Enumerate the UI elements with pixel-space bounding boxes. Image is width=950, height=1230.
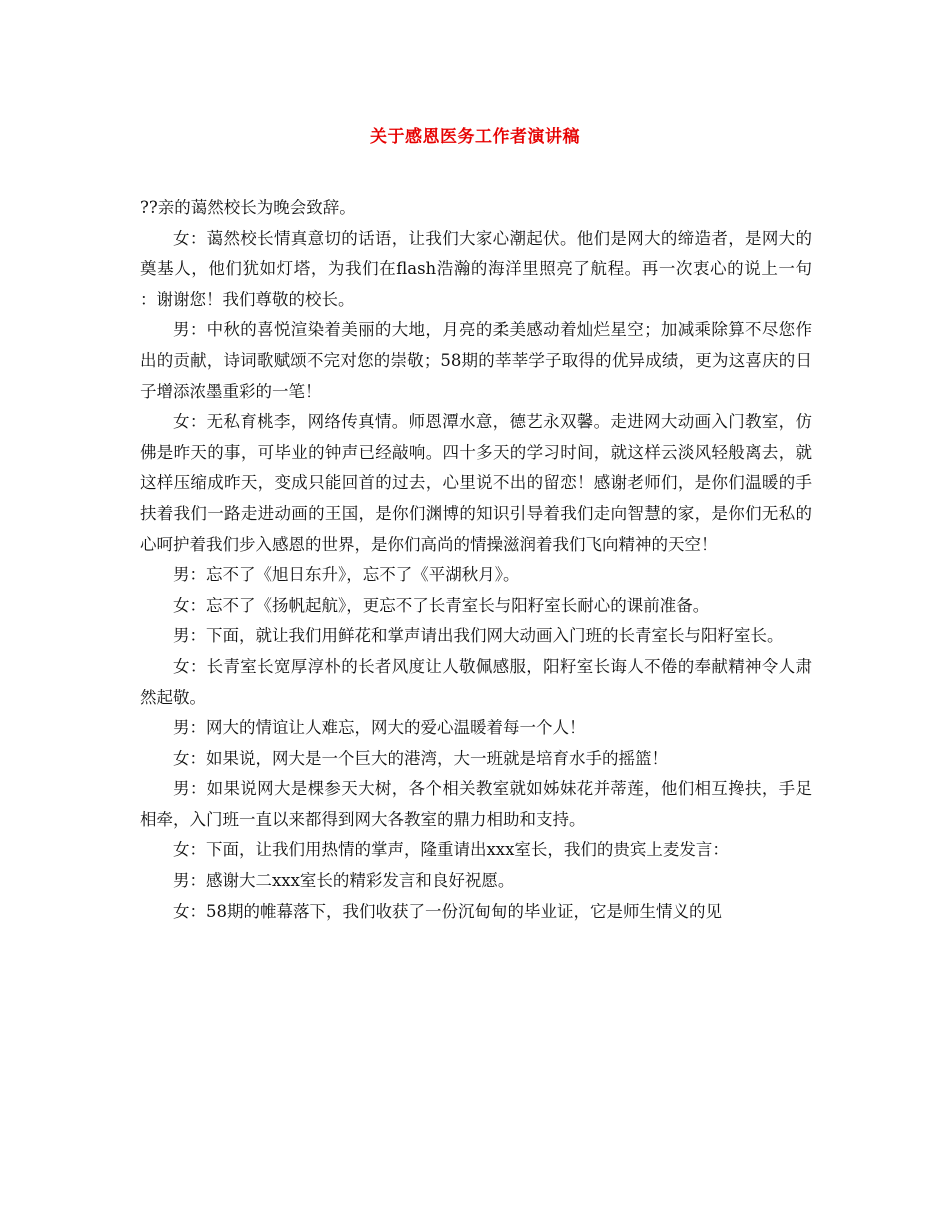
paragraph: 女：蔼然校长情真意切的话语，让我们大家心潮起伏。他们是网大的缔造者，是网大的奠基人，他们犹如灯塔，为我们在flash浩瀚的海洋里照亮了航程。再一次衷心的说上一句 ：谢谢您！我们尊敬的校长。	[140, 228, 812, 309]
paragraph: ??亲的蔼然校长为晚会致辞。	[140, 198, 356, 217]
paragraph: 男：网大的情谊让人难忘，网大的爱心温暖着每一个人！	[173, 718, 586, 738]
paragraph: 男：中秋的喜悦渲染着美丽的大地，月亮的柔美感动着灿烂星空；加减乘除算不尽您作出的贡献，诗词歌赋颂不完对您的崇敬；58期的莘莘学子取得的优异成绩，更为这喜庆的日子增添浓墨重彩的一笔！	[140, 320, 812, 401]
paragraph: 男：下面，就让我们用鲜花和掌声请出我们网大动画入门班的长青室长与阳籽室长。	[173, 626, 784, 646]
paragraph: 女：58期的帷幕落下，我们收获了一份沉甸甸的毕业证，它是师生情义的见	[173, 901, 722, 921]
paragraph: 男：感谢大二xxx室长的精彩发言和良好祝愿。	[173, 871, 515, 891]
paragraph: 女：下面，让我们用热情的掌声，隆重请出xxx室长，我们的贵宾上麦发言：	[173, 840, 729, 860]
paragraph: 女：如果说，网大是一个巨大的港湾，大一班就是培育水手的摇篮！	[173, 748, 668, 768]
paragraph: 女：长青室长宽厚淳朴的长者风度让人敬佩感服，阳籽室长诲人不倦的奉献精神令人肃然起敬。	[140, 656, 812, 707]
paragraph: 男：如果说网大是棵参天大树，各个相关教室就如姊妹花并蒂莲，他们相互搀扶，手足相牵，入门班一直以来都得到网大各教室的鼎力相助和支持。	[140, 779, 812, 829]
paragraph: 女：无私育桃李，网络传真情。师恩潭水意，德艺永双馨。走进网大动画入门教室，仿佛是昨天的事，可毕业的钟声已经敲响。四十多天的学习时间，就这样云淡风轻般离去，就这样压缩成昨天，变成只能回首的过去，心里说不出的留恋！感谢老师们，是你们温暖的手扶着我们一路走进动画的王国，是你们渊博的知识引导着我们走向智慧的家，是你们无私的心呵护着我们步入感恩的世界，是你们高尚的情操滋润着我们飞向精神的天空！	[140, 412, 812, 554]
document-body	[140, 193, 812, 927]
page-title: 关于感恩医务工作者演讲稿	[370, 127, 580, 147]
paragraph: 男：忘不了《旭日东升》，忘不了《平湖秋月》。	[173, 565, 520, 585]
paragraph: 女：忘不了《扬帆起航》，更忘不了长青室长与阳籽室长耐心的课前准备。	[173, 595, 710, 615]
